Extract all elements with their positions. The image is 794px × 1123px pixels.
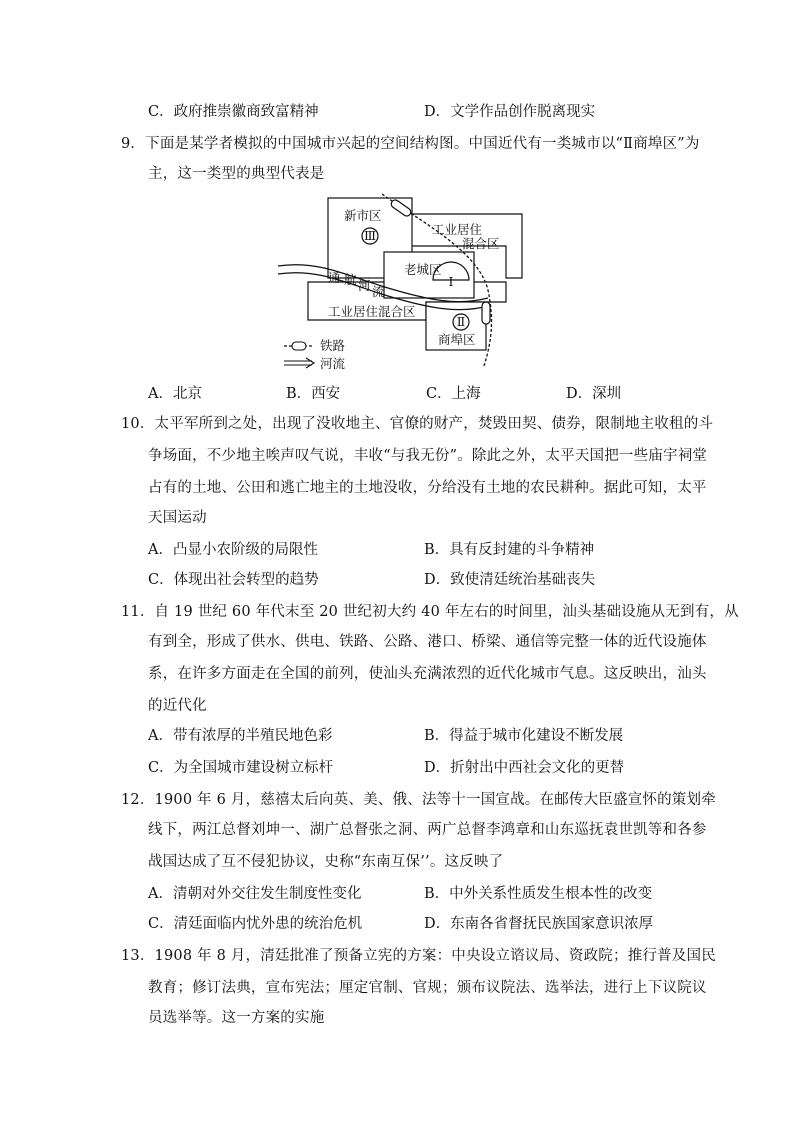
q9-option-b: B．西安	[286, 386, 341, 402]
label-new-district: 新市区	[344, 208, 382, 223]
q10-stem-line1: 10．太平军所到之处，出现了没收地主、官僚的财产，焚毁田契、债券，限制地主收租的斗	[121, 416, 714, 432]
label-new-district-mark: Ⅲ	[363, 228, 377, 243]
city-structure-map	[278, 190, 526, 372]
label-old-city-mark: Ⅰ	[448, 274, 454, 289]
q10-option-a: A．凸显小农阶级的局限性	[148, 542, 318, 558]
q8-option-c: C．政府推崇徽商致富精神	[148, 104, 319, 120]
q10-stem-line2: 争场面，不少地主唉声叹气说，丰收“与我无份”。除此之外，太平天国把一些庙宇祠堂	[148, 448, 708, 464]
q12-stem-line2: 线下，两江总督刘坤一、湖广总督张之洞、两广总督李鸿章和山东巡抚袁世凯等和各参	[148, 822, 707, 838]
q10-option-d: D．致使清廷统治基础丧失	[424, 572, 596, 588]
q12-option-d: D．东南各省督抚民族国家意识浓厚	[424, 916, 654, 932]
railway-station-south	[482, 302, 490, 324]
q13-stem-line2: 教育；修订法典，宣布宪法；厘定官制、官规；颁布议院法、选举法，进行上下议院议	[148, 980, 707, 996]
q9-option-c: C．上海	[426, 386, 481, 402]
q10-stem-line4: 天国运动	[148, 510, 207, 526]
q12-option-c: C．清廷面临内忧外患的统治危机	[148, 916, 363, 932]
label-river-1: 通	[328, 270, 341, 285]
q12-stem-line1: 12．1900 年 6 月，慈禧太后向英、美、俄、法等十一国宣战。在邮传大臣盛宣怀的策划牵	[121, 792, 716, 808]
legend-river-symbol	[284, 361, 312, 365]
legend-railway-label: 铁路	[320, 338, 346, 353]
label-industrial-bottom: 工业居住混合区	[328, 304, 416, 319]
q12-option-a: A．清朝对外交往发生制度性变化	[148, 886, 362, 902]
q11-stem-line1: 11．自 19 世纪 60 年代末至 20 世纪初大约 40 年左右的时间里，汕头基础设施从无到有，从	[121, 604, 739, 620]
label-port-district-mark: Ⅱ	[456, 314, 466, 329]
label-industrial-top-1: 工业居住	[432, 222, 483, 237]
q10-option-b: B．具有反封建的斗争精神	[424, 542, 595, 558]
label-industrial-top-2: 混合区	[462, 236, 500, 251]
q9-stem-line1: 9．下面是某学者模拟的中国城市兴起的空间结构图。中国近代有一类城市以“Ⅱ商埠区”为	[121, 136, 700, 152]
q13-stem-line3: 员选举等。这一方案的实施	[148, 1010, 325, 1026]
label-port-district: 商埠区	[438, 332, 476, 347]
q9-option-a: A．北京	[148, 386, 202, 402]
q11-stem-line2: 有到全，形成了供水、供电、铁路、公路、港口、桥梁、通信等完整一体的近代设施体	[148, 634, 707, 650]
q11-option-b: B．得益于城市化建设不断发展	[424, 728, 624, 744]
q11-option-d: D．折射出中西社会文化的更替	[424, 760, 625, 776]
q11-option-c: C．为全国城市建设树立标杆	[148, 760, 334, 776]
q9-option-d: D．深圳	[566, 386, 622, 402]
q12-option-b: B．中外关系性质发生根本性的改变	[424, 886, 653, 902]
label-river-2: 航	[344, 272, 357, 287]
label-river-3: 河	[358, 278, 371, 293]
label-old-city: 老城区	[404, 262, 442, 277]
q11-option-a: A．带有浓厚的半殖民地色彩	[148, 728, 333, 744]
q11-stem-line3: 系，在许多方面走在全国的前列，使汕头充满浓烈的近代化城市气息。这反映出，汕头	[148, 666, 707, 682]
legend-river-label: 河流	[320, 356, 346, 371]
label-river-4: 流	[372, 284, 385, 299]
q11-stem-line4: 的近代化	[148, 698, 207, 714]
q9-stem-line2: 主，这一类型的典型代表是	[148, 166, 325, 182]
q10-option-c: C．体现出社会转型的趋势	[148, 572, 319, 588]
q12-stem-line3: 战国达成了互不侵犯协议，史称“东南互保’’。这反映了	[148, 854, 504, 870]
q10-stem-line3: 占有的土地、公田和逃亡地主的土地没收，分给没有土地的农民耕种。据此可知，太平	[148, 480, 707, 496]
q13-stem-line1: 13．1908 年 8 月，清廷批准了预备立宪的方案：中央设立谘议局、资政院；推行普及国民	[121, 948, 716, 964]
q8-option-d: D．文学作品创作脱离现实	[424, 104, 596, 120]
